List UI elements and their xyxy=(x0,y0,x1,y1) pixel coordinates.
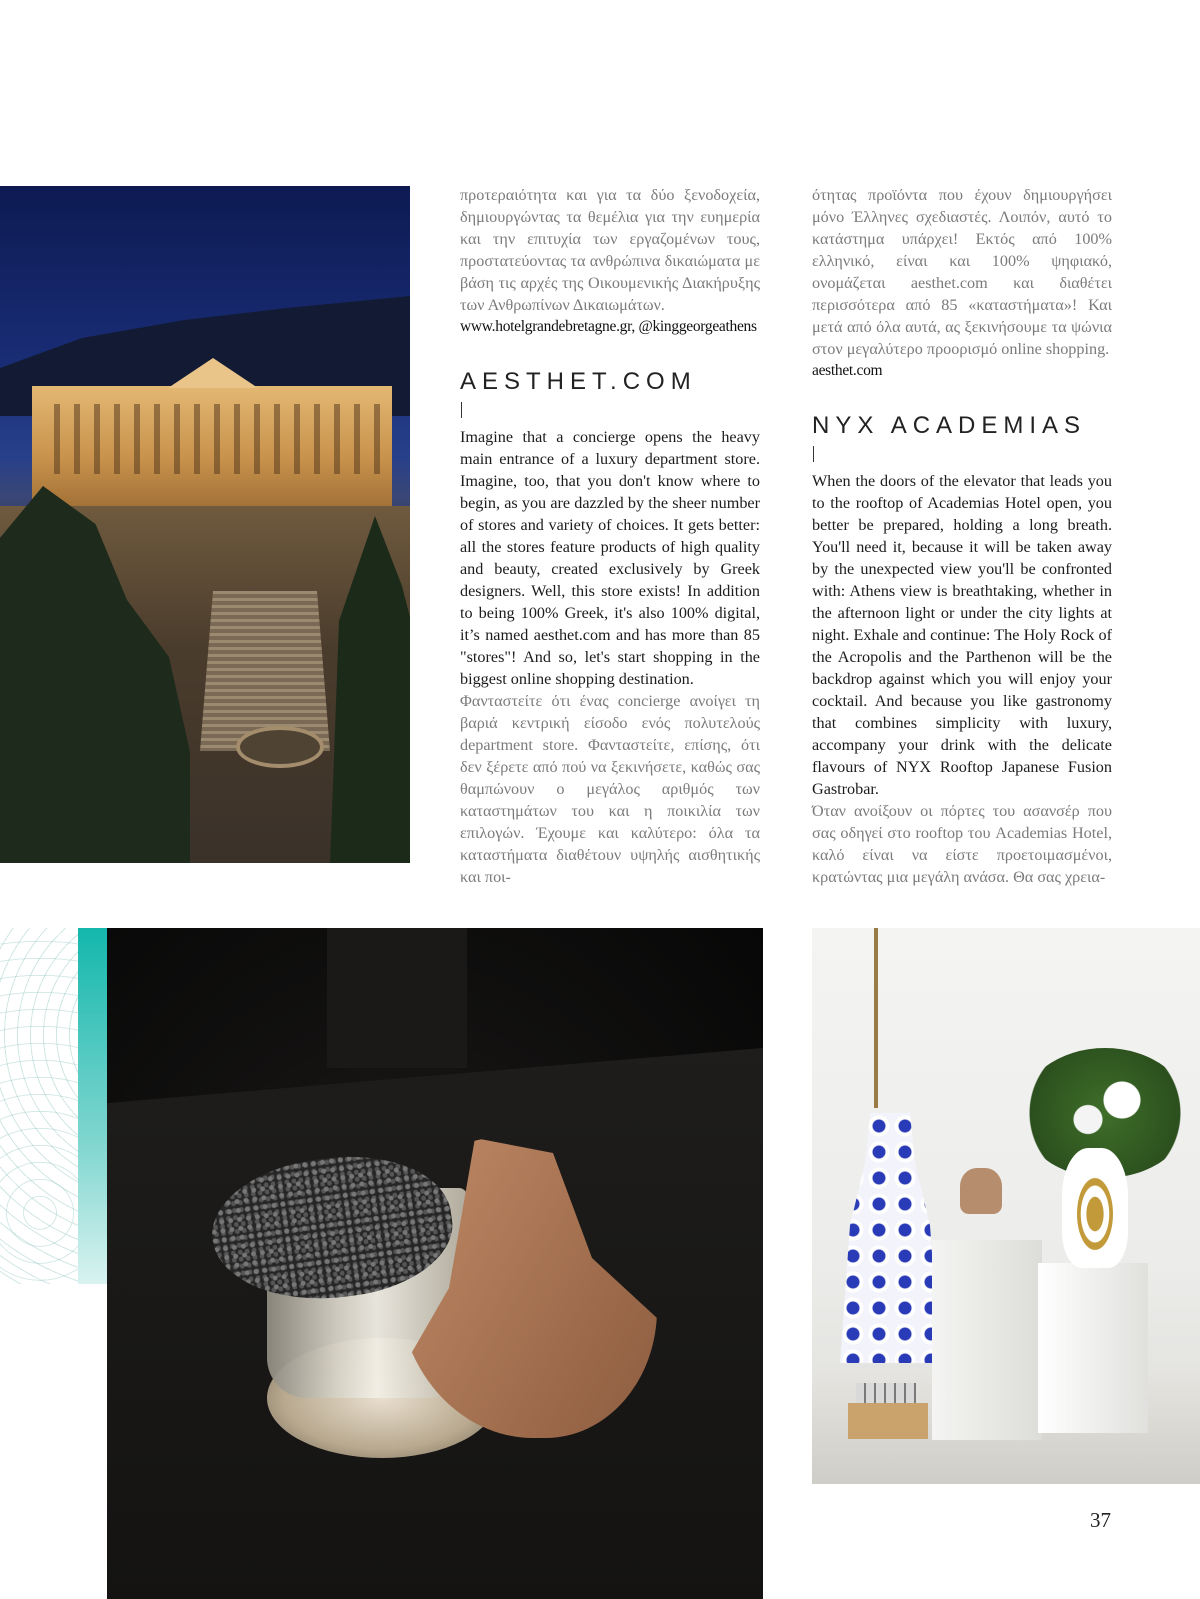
photo-boutique-display xyxy=(812,928,1200,1484)
body-text-greek: Φανταστείτε ότι ένας concierge ανοίγει τη βαριά κεντρική είσοδο ενός πολυτελούς department store. Φανταστείτε, επίσης, ότι δεν ξέρετε από πού να ξεκινήσετε, καθώς σας θαμπώνουν ο μεγάλος αριθμός των καταστημάτων του και η ποικιλία των επιλογών. Έχουμε και καλύτερο: όλα τα καταστήματα διαθέτουν υψηλής αισθητικής και ποι- xyxy=(460,692,760,886)
column-right xyxy=(812,184,1112,888)
body-text-english: When the doors of the elevator that leads you to the rooftop of Academias Hotel open, you better be prepared, holding a long breath. You'll need it, because it will be taken away by the unexpected view you'll be confronted with: Athens view is breathtaking, whether in the afternoon light or under the city lights at night. Exhale and continue: The Holy Rock of the Acropolis and the Parthenon will be the backdrop against which you will enjoy your cocktail. And because you like gastronomy that combines simplicity with luxury, accompany your drink with the delicate flavours of NYX Rooftop Japanese Fusion Gastrobar. xyxy=(812,472,1112,798)
dark-pillar xyxy=(327,928,467,1068)
white-plinth xyxy=(1038,1263,1148,1433)
gold-white-vase xyxy=(1062,1148,1128,1268)
title-divider xyxy=(461,402,462,418)
handbag xyxy=(960,1168,1002,1214)
marble-plinth xyxy=(932,1240,1042,1440)
photo-cocktail xyxy=(107,928,763,1599)
title-divider xyxy=(813,446,814,462)
shoe-box xyxy=(848,1403,928,1439)
body-text-english: Imagine that a concierge opens the heavy main entrance of a luxury department store. Imagine, too, that you don't know where to begin, as you are dazzled by the sheer number of stores and variety of choices. It gets better: all the stores feature products of high quality and beauty, created exclusively by Greek designers. Well, this store exists! In addition to being 100% Greek, it's also 100% digital, it’s named aesthet.com and has more than 85 "stores"! And so, let's start shopping in the biggest online shopping destination. xyxy=(460,428,760,688)
sandals xyxy=(856,1383,916,1403)
section-title-aesthet: AESTHET.COM xyxy=(460,368,697,395)
page-number: 37 xyxy=(1090,1508,1111,1532)
blue-white-dress xyxy=(840,1113,940,1363)
column-left xyxy=(460,184,760,888)
photo-athens-parliament xyxy=(0,186,410,863)
hanging-rod xyxy=(874,928,878,1108)
teal-accent-bar xyxy=(78,928,107,1284)
parliament-windows xyxy=(40,404,380,474)
fountain xyxy=(236,726,324,768)
intro-text-greek: προτεραιότητα και για τα δύο ξενοδοχεία, δημιουργώντας τα θεμέλια για την ευημερία και την επιτυχία των εργαζομένων τους, προστατεύοντας τα ανθρώπινα δικαιώματα με βάση τις αρχές της Οικουμενικής Διακήρυξης των Ανθρωπίνων Δικαιωμάτων. xyxy=(460,186,760,314)
intro-text-greek: ότητας προϊόντα που έχουν δημιουργήσει μόνο Έλληνες σχεδιαστές. Λοιπόν, αυτό το κατάστημα υπάρχει! Εκτός από 100% ελληνικό, είναι και 100% ψηφιακό, ονομάζεται aesthet.com και διαθέτει περισσότερα από 85 «καταστήματα»! Και μετά από όλα αυτά, ας ξεκινήσουμε τα ψώνια στον μεγαλύτερο προορισμό online shopping. xyxy=(812,186,1112,358)
aesthet-link: aesthet.com xyxy=(812,362,883,379)
section-title-nyx: NYX ACADEMIAS xyxy=(812,412,1087,439)
hotel-links: www.hotelgrandebretagne.gr, @kinggeorgeathens xyxy=(460,318,757,335)
body-text-greek: Όταν ανοίξουν οι πόρτες του ασανσέρ που σας οδηγεί στο rooftop του Academias Hotel, καλό είναι να είστε προετοιμασμένοι, κρατώντας μια μεγάλη ανάσα. Θα σας χρεια- xyxy=(812,802,1112,886)
